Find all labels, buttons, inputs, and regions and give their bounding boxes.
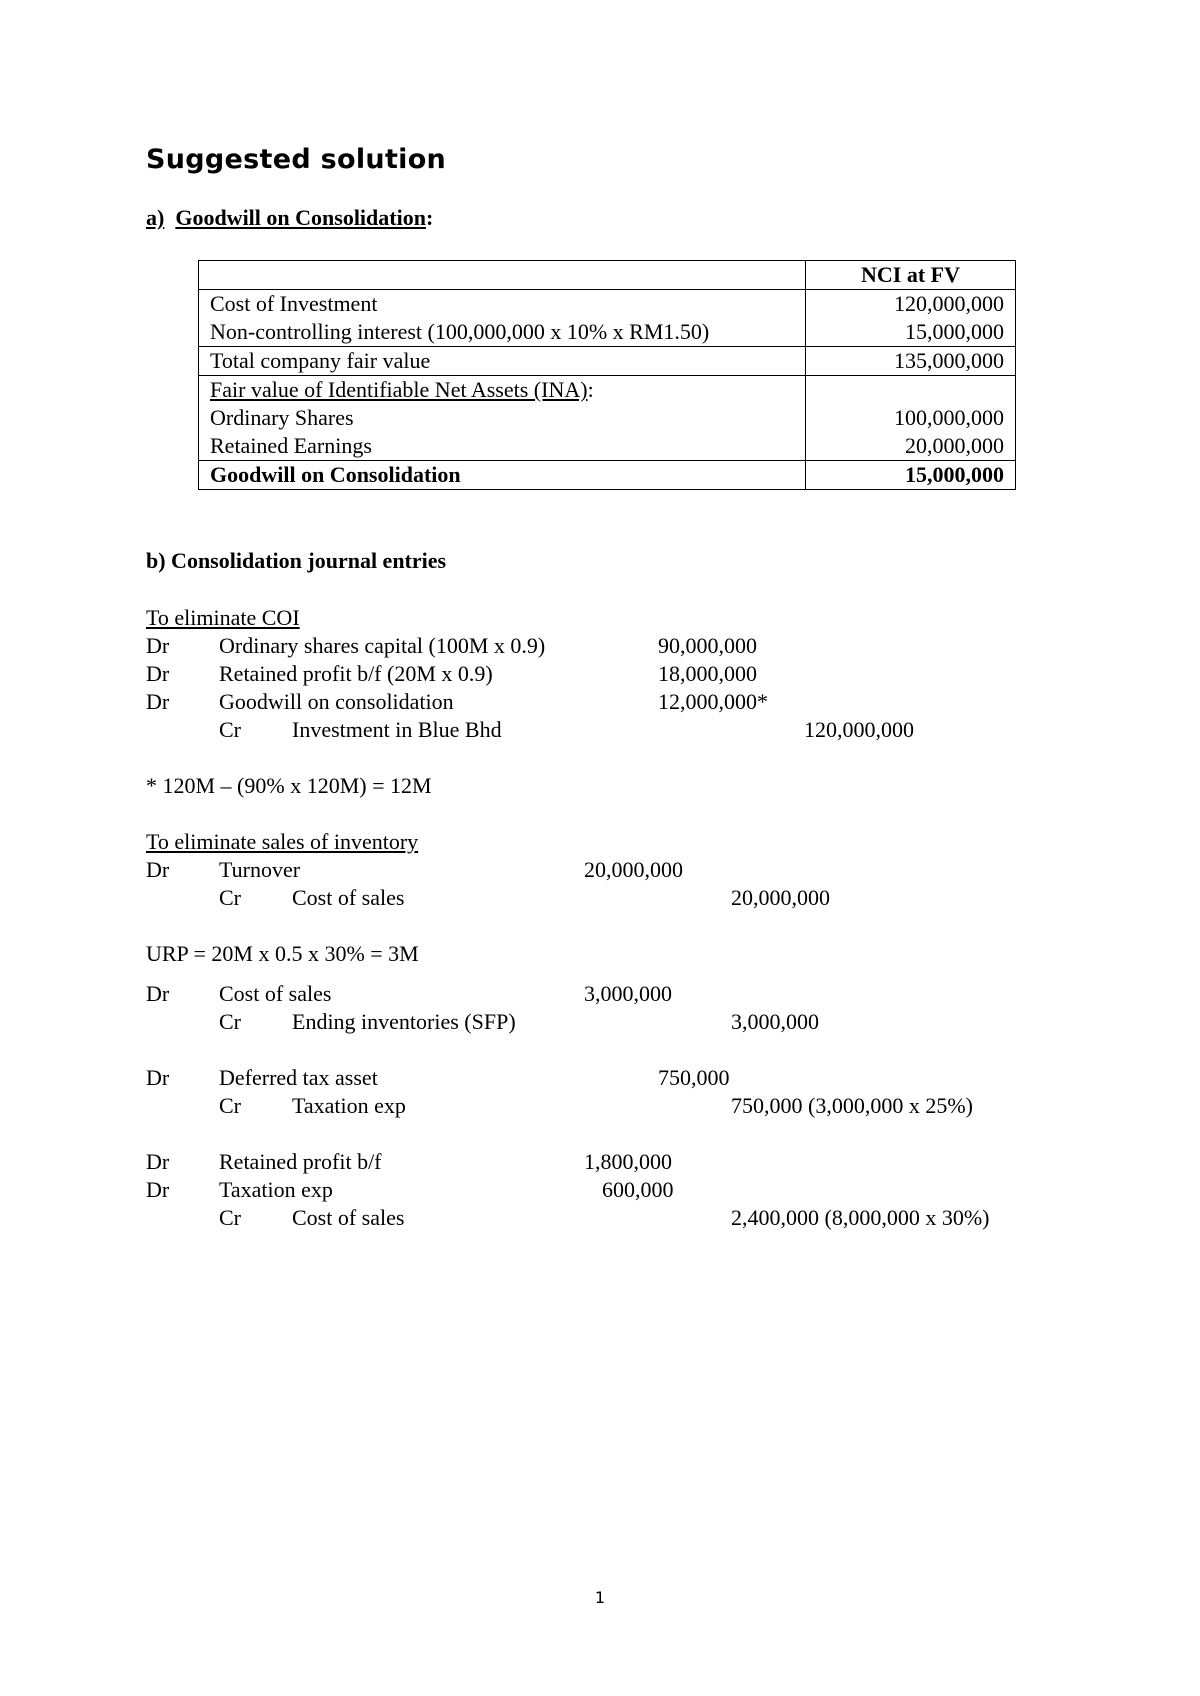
- ina-label: Fair value of Identifiable Net Assets (INA): [210, 377, 588, 402]
- entry-account: Retained profit b/f (20M x 0.9): [219, 661, 493, 686]
- table-row: [199, 404, 1016, 432]
- entry-amount: 1,800,000: [584, 1149, 672, 1174]
- entry-amount: 20,000,000: [584, 857, 683, 882]
- entry-type: Dr: [146, 1149, 170, 1174]
- table-row: [199, 432, 1016, 461]
- entry-amount: 3,000,000: [584, 981, 672, 1006]
- entry-amount: 12,000,000*: [658, 689, 768, 714]
- entry-type: Dr: [146, 1177, 170, 1202]
- entry-type: Cr: [219, 1205, 241, 1230]
- entry-account: Taxation exp: [292, 1093, 406, 1118]
- row-value: 100,000,000: [806, 404, 1016, 432]
- table-row: [199, 290, 1016, 319]
- entry-type: Dr: [146, 661, 170, 686]
- part-a-label: a): [146, 205, 165, 230]
- entry-type: Cr: [219, 885, 241, 910]
- row-value: 15,000,000: [806, 461, 1016, 490]
- entry-account: Cost of sales: [292, 1205, 405, 1230]
- entry-amount: 750,000: [658, 1065, 730, 1090]
- row-label: Goodwill on Consolidation: [199, 461, 806, 490]
- entry-account: Deferred tax asset: [219, 1065, 378, 1090]
- entry-account: Goodwill on consolidation: [219, 689, 454, 714]
- part-a-heading: [146, 205, 433, 231]
- part-a-title: Goodwill on Consolidation: [175, 205, 426, 230]
- entry-account: Cost of sales: [292, 885, 405, 910]
- goodwill-table: [198, 260, 1016, 490]
- entry-amount: 600,000: [602, 1177, 674, 1202]
- part-b-heading: b) Consolidation journal entries: [146, 548, 447, 573]
- entry-account: Investment in Blue Bhd: [292, 717, 502, 742]
- entry-type: Dr: [146, 633, 170, 658]
- row-label: Cost of Investment: [199, 290, 806, 319]
- part-a-colon: :: [425, 205, 434, 230]
- section-title: To eliminate COI: [146, 605, 300, 630]
- entry-amount: 90,000,000: [658, 633, 757, 658]
- entry-type: Cr: [219, 1009, 241, 1034]
- table-header-nci: NCI at FV: [806, 261, 1016, 290]
- row-value: 15,000,000: [806, 318, 1016, 347]
- table-row: [199, 376, 1016, 405]
- page-title: Suggested solution: [146, 144, 447, 175]
- page-number: 1: [594, 1588, 606, 1607]
- table-row: [199, 318, 1016, 347]
- entry-account: Ending inventories (SFP): [292, 1009, 516, 1034]
- table-total-row: [199, 461, 1016, 490]
- table-header-row: [199, 261, 1016, 290]
- entry-account: Cost of sales: [219, 981, 332, 1006]
- entry-type: Cr: [219, 1093, 241, 1118]
- entry-amount: 18,000,000: [658, 661, 757, 686]
- row-label: Total company fair value: [199, 347, 806, 376]
- row-value: 135,000,000: [806, 347, 1016, 376]
- entry-type: Cr: [219, 717, 241, 742]
- section-title: To eliminate sales of inventory: [146, 829, 419, 854]
- ina-colon: :: [587, 377, 594, 402]
- entry-type: Dr: [146, 689, 170, 714]
- entry-account: Turnover: [219, 857, 301, 882]
- row-value: 20,000,000: [806, 432, 1016, 461]
- note: * 120M – (90% x 120M) = 12M: [146, 773, 432, 798]
- table-header-blank: [199, 261, 806, 290]
- row-value: [806, 376, 1016, 405]
- entry-type: Dr: [146, 981, 170, 1006]
- row-label: Retained Earnings: [199, 432, 806, 461]
- entry-account: Retained profit b/f: [219, 1149, 382, 1174]
- entry-amount: 3,000,000: [731, 1009, 819, 1034]
- entry-type: Dr: [146, 1065, 170, 1090]
- entry-account: Ordinary shares capital (100M x 0.9): [219, 633, 546, 658]
- entry-amount: 20,000,000: [731, 885, 830, 910]
- entry-account: Taxation exp: [219, 1177, 333, 1202]
- row-label: Non-controlling interest (100,000,000 x 10% x RM1.50): [199, 318, 806, 347]
- row-label: Ordinary Shares: [199, 404, 806, 432]
- entry-amount: 2,400,000 (8,000,000 x 30%): [731, 1205, 990, 1230]
- table-row: [199, 347, 1016, 376]
- entry-type: Dr: [146, 857, 170, 882]
- entry-amount: 120,000,000: [804, 717, 914, 742]
- row-value: 120,000,000: [806, 290, 1016, 319]
- note: URP = 20M x 0.5 x 30% = 3M: [146, 941, 419, 966]
- entry-amount: 750,000 (3,000,000 x 25%): [731, 1093, 973, 1118]
- row-label: [199, 376, 806, 405]
